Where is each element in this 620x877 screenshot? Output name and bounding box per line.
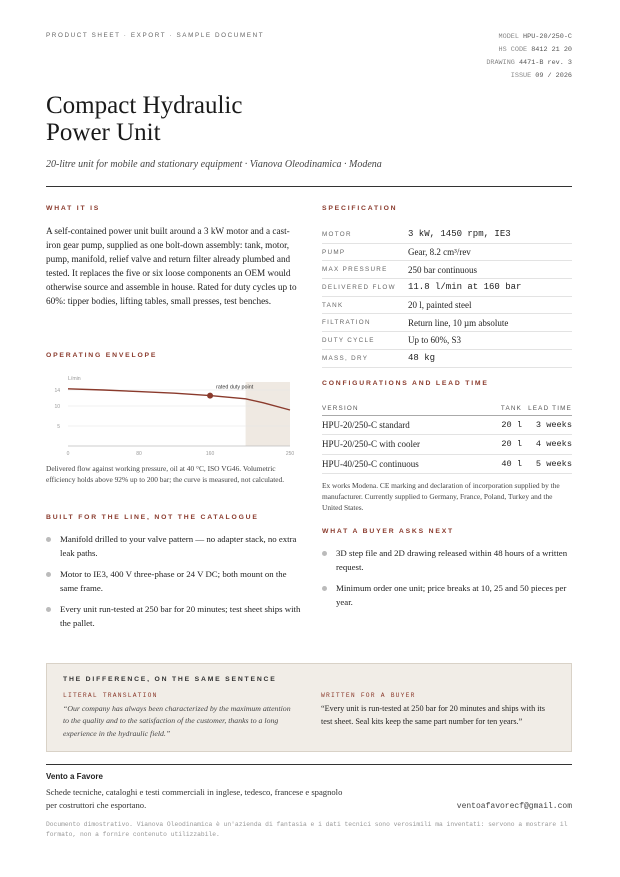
x-tick-label: 0 <box>66 451 70 457</box>
literal-text: “Our company has always been characterized by the maximum attention to the quality and to the satisfaction of the customer, thanks to a long experience in the hydraulic field.” <box>63 704 291 738</box>
model-value: HPU-20/250-C <box>523 33 572 41</box>
tank-cell: 20 l <box>501 420 522 431</box>
document-meta <box>486 31 572 83</box>
model-label: MODEL <box>498 33 519 41</box>
list-item-text: Motor to IE3, 400 V three-phase or 24 V DC; both mount on the same frame. <box>60 569 287 593</box>
spec-key: DELIVERED FLOW <box>322 283 396 291</box>
spec-row-max-pressure <box>322 261 572 279</box>
configurations-heading: CONFIGURATIONS AND LEAD TIME <box>322 380 489 387</box>
spec-key: FILTRATION <box>322 319 371 327</box>
spec-value: 250 bar continuous <box>408 264 477 275</box>
spec-row-filtration <box>322 314 572 332</box>
spec-value: 48 kg <box>408 353 436 364</box>
buyer-label: WRITTEN FOR A BUYER <box>321 692 416 699</box>
footer-divider <box>46 764 572 765</box>
difference-box <box>46 663 572 752</box>
version-cell: HPU-40/250-C continuous <box>322 458 419 469</box>
spec-key: PUMP <box>322 248 346 256</box>
header-divider <box>46 186 572 187</box>
list-item <box>322 582 574 609</box>
issue-label: ISSUE <box>510 72 532 80</box>
list-item <box>46 533 302 560</box>
list-item-text: Minimum order one unit; price breaks at 10, 25 and 50 pieces per year. <box>336 583 567 607</box>
spec-row-tank <box>322 297 572 315</box>
y-tick-label: 14 <box>54 388 60 394</box>
drawing-label: DRAWING <box>486 59 515 67</box>
footer-email-link[interactable]: ventoafavorecf@gmail.com <box>456 802 572 811</box>
footer-company-name: Vento a Favore <box>46 772 103 781</box>
operating-envelope-heading: OPERATING ENVELOPE <box>46 352 158 359</box>
buyer-asks-heading: WHAT A BUYER ASKS NEXT <box>322 528 454 535</box>
footer-disclaimer: Documento dimostrativo. Vianova Oleodinamica è un'azienda di fantasia e i dati tecnici sono verosimili ma inventati: servono a mostrare il formato, non a fornire contenuto utilizzabile. <box>46 821 568 838</box>
shaded-region <box>246 382 290 446</box>
spec-value: Gear, 8.2 cm³/rev <box>408 247 471 258</box>
tank-cell: 40 l <box>501 458 522 469</box>
lead-time-cell: 5 weeks <box>535 458 572 469</box>
spec-row-pump <box>322 244 572 262</box>
list-item <box>322 547 574 574</box>
configurations-note: Ex works Modena. CE marking and declaration of incorporation supplied by the manufacturer. Currently supplied to Germany, France, Poland, Turkey and the United States. <box>322 481 560 512</box>
built-heading: BUILT FOR THE LINE, NOT THE CATALOGUE <box>46 514 259 521</box>
spec-value: Return line, 10 µm absolute <box>408 317 509 328</box>
spec-value: Up to 60%, S3 <box>408 335 462 346</box>
column-header-lead-time: LEAD TIME <box>528 405 572 412</box>
lead-time-cell: 4 weeks <box>535 439 572 450</box>
title-line-1: Compact Hydraulic <box>46 92 243 119</box>
spec-row-motor <box>322 226 572 244</box>
bullet-icon <box>322 586 327 591</box>
doc-type-bar: PRODUCT SHEET · EXPORT · SAMPLE DOCUMENT <box>46 32 265 39</box>
lead-time-cell: 3 weeks <box>535 420 572 431</box>
what-it-is-text: A self-contained power unit built around a 3 kW motor and a cast-iron gear pump, supplied as one bolt-down assembly: tank, motor, pump, manifold, relief valve and return filter already plumbed and tested. It replaces the five or six loose components an OEM would otherwise source and assemble in house. Rated for duty cycles up to 60%: tipper bodies, lifting tables, small presses, test benches. <box>46 226 297 307</box>
title-line-2: Power Unit <box>46 119 161 146</box>
list-item <box>46 603 302 630</box>
spec-value: 3 kW, 1450 rpm, IE3 <box>408 229 511 240</box>
rated-duty-point <box>207 393 213 399</box>
difference-heading: THE DIFFERENCE, ON THE SAME SENTENCE <box>63 676 277 683</box>
list-item-text: 3D step file and 2D drawing released within 48 hours of a written request. <box>336 548 568 572</box>
x-tick-label: 80 <box>136 451 142 457</box>
spec-key: MAX PRESSURE <box>322 266 388 274</box>
y-tick-label: 5 <box>57 424 60 430</box>
table-header <box>322 402 572 416</box>
configurations-table <box>322 402 572 474</box>
bullet-icon <box>322 551 327 556</box>
hs-label: HS CODE <box>498 46 528 54</box>
spec-row-delivered-flow <box>322 279 572 297</box>
table-row <box>322 416 572 435</box>
bullet-icon <box>46 607 51 612</box>
chart-caption: Delivered flow against working pressure, oil at 40 °C, ISO VG46. Volumetric efficiency holds above 92% up to 200 bar; the curve is measured, not calculated. <box>46 464 285 484</box>
annotation-label: rated duty point <box>216 384 254 391</box>
hs-value: 8412 21 20 <box>531 46 572 54</box>
column-header-tank: TANK <box>500 405 522 412</box>
tank-cell: 20 l <box>501 439 522 450</box>
buyer-text: “Every unit is run-tested at 250 bar for 20 minutes and ships with its test sheet. Seal kits keep the same part number for ten years.” <box>321 704 545 726</box>
list-item-text: Every unit run-tested at 250 bar for 20 minutes; test sheet ships with the pallet. <box>60 604 301 628</box>
bullet-icon <box>46 572 51 577</box>
issue-value: 09 / 2026 <box>535 72 572 80</box>
buyer-version <box>321 692 557 728</box>
list-item <box>46 568 302 595</box>
literal-translation <box>63 692 293 740</box>
y-axis-label: L/min <box>68 376 81 382</box>
page-subtitle: 20-litre unit for mobile and stationary equipment · Vianova Oleodinamica · Modena <box>46 159 382 170</box>
column-header-version: VERSION <box>322 405 359 412</box>
spec-key: TANK <box>322 301 344 309</box>
table-row <box>322 455 572 474</box>
y-tick-label: 10 <box>54 404 60 410</box>
spec-value: 20 l, painted steel <box>408 300 472 311</box>
footer-description: Schede tecniche, cataloghi e testi commerciali in inglese, tedesco, francese e spagnolo per costruttori che esportano. <box>46 787 343 810</box>
spec-key: MOTOR <box>322 230 352 238</box>
what-it-is-heading: WHAT IT IS <box>46 205 101 212</box>
spec-value: 11.8 l/min at 160 bar <box>408 282 522 293</box>
list-item-text: Manifold drilled to your valve pattern — no adapter stack, no extra leak paths. <box>60 534 297 558</box>
spec-table <box>322 226 572 368</box>
specification-heading: SPECIFICATION <box>322 205 398 212</box>
version-cell: HPU-20/250-C standard <box>322 420 410 431</box>
spec-row-mass <box>322 350 572 368</box>
spec-key: DUTY CYCLE <box>322 336 375 344</box>
spec-row-duty-cycle <box>322 332 572 350</box>
version-cell: HPU-20/250-C with cooler <box>322 439 420 450</box>
flow-pressure-chart <box>46 372 298 460</box>
x-tick-label: 160 <box>205 451 215 457</box>
spec-key: MASS, DRY <box>322 354 369 362</box>
buyer-asks-list <box>322 547 574 617</box>
page-title <box>46 92 242 146</box>
built-list <box>46 533 302 638</box>
literal-label: LITERAL TRANSLATION <box>63 692 158 699</box>
drawing-value: 4471-B rev. 3 <box>518 59 572 67</box>
x-tick-label: 250 <box>285 451 295 457</box>
bullet-icon <box>46 537 51 542</box>
table-row <box>322 435 572 454</box>
